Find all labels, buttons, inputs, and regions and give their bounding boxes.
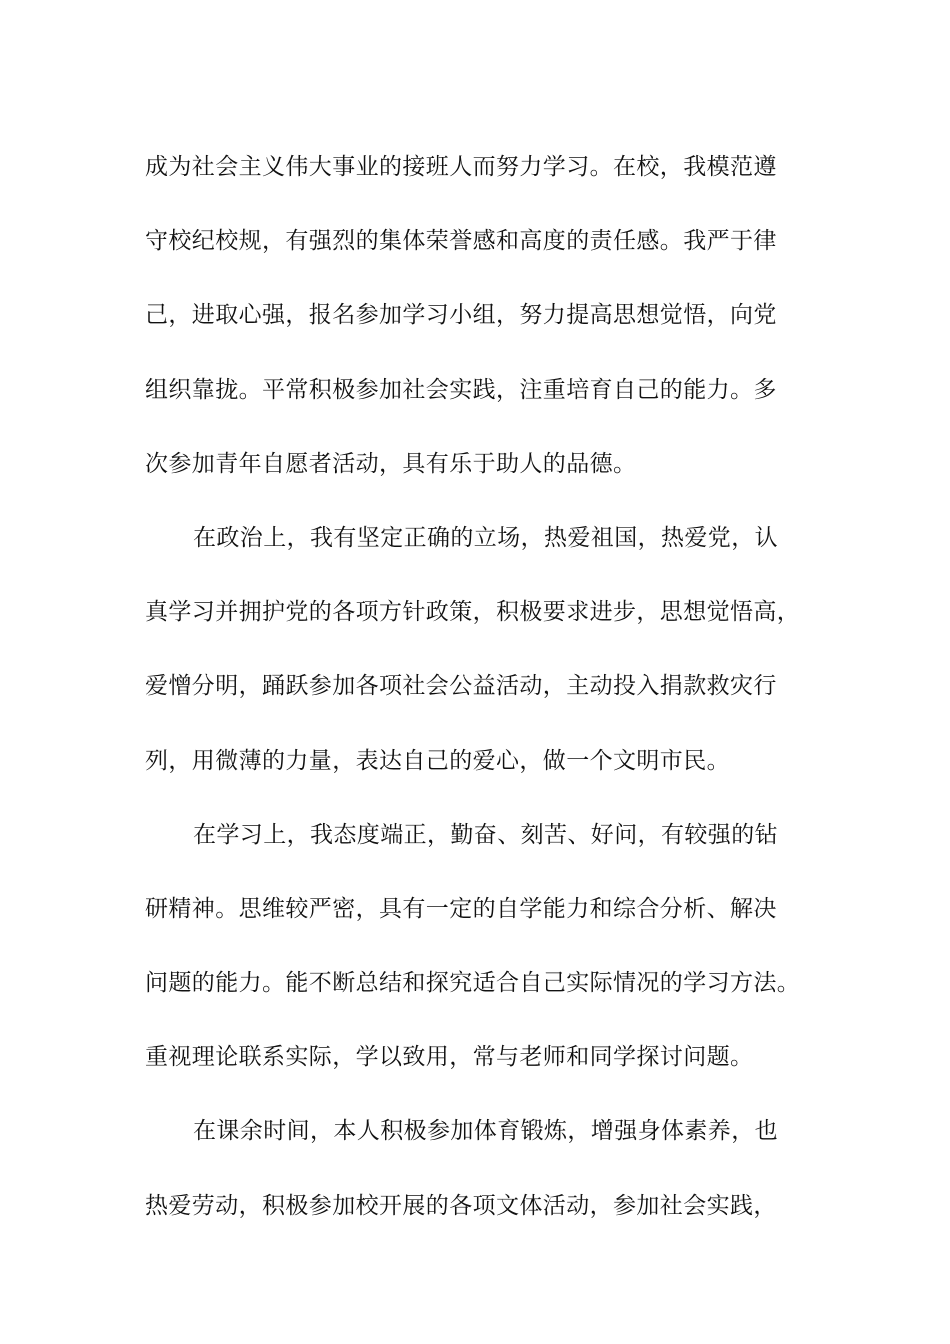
text-line: 问题的能力。能不断总结和探究适合自己实际情况的学习方法。 [145,970,801,997]
text-line: 研精神。思维较严密，具有一定的自学能力和综合分析、解决 [145,895,777,922]
paragraph-first-line: 在政治上，我有坚定正确的立场，热爱祖国，热爱党，认 [193,524,778,551]
document-body [145,130,835,1243]
text-line: 重视理论联系实际，学以致用，常与老师和同学探讨问题。 [145,1044,754,1071]
text-line: 己，进取心强，报名参加学习小组，努力提高思想觉悟，向党 [145,302,777,329]
paragraph-first-line: 在学习上，我态度端正，勤奋、刻苦、好问，有较强的钻 [193,821,778,848]
text-line: 真学习并拥护党的各项方针政策，积极要求进步，思想觉悟高， [145,599,801,626]
paragraph-first-line: 在课余时间，本人积极参加体育锻炼，增强身体素养，也 [193,1118,778,1145]
text-line: 组织靠拢。平常积极参加社会实践，注重培育自己的能力。多 [145,376,777,403]
text-line: 列，用微薄的力量，表达自己的爱心，做一个文明市民。 [145,747,730,774]
text-line: 成为社会主义伟大事业的接班人而努力学习。在校，我模范遵 [145,154,777,180]
text-line: 热爱劳动，积极参加校开展的各项文体活动，参加社会实践， [145,1192,777,1219]
text-line: 次参加青年自愿者活动，具有乐于助人的品德。 [145,450,637,477]
text-line: 爱憎分明，踊跃参加各项社会公益活动，主动投入捐款救灾行 [145,673,777,700]
text-line: 守校纪校规，有强烈的集体荣誉感和高度的责任感。我严于律 [145,228,777,255]
